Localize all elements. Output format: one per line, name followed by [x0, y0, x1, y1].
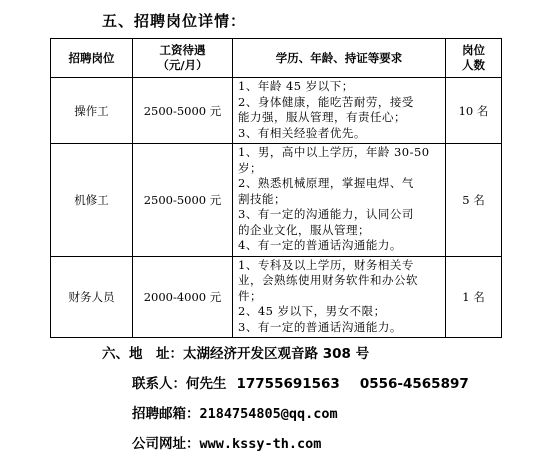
address-value: 太湖经济开发区观音路 308 号: [183, 346, 370, 362]
requirement-line: 1、专科及以上学历，财务相关专: [238, 257, 414, 272]
row-requirements: [233, 144, 446, 257]
requirement-line: 业，会熟练使用财务软件和办公软: [238, 273, 418, 287]
address-line: [102, 342, 369, 362]
table-row: [51, 78, 502, 144]
requirement-line: 能力强，服从管理，有责任心；: [238, 110, 406, 124]
website-label: 公司网址：: [132, 436, 200, 452]
requirement-line: 件；: [238, 288, 262, 303]
row-headcount: 1 名: [446, 256, 502, 338]
email-value[interactable]: 2184754805@qq.com: [199, 406, 338, 422]
requirement-line: 1、年龄 45 岁以下；: [238, 79, 354, 93]
row-headcount: 5 名: [446, 144, 502, 257]
row-salary: 2000-4000 元: [133, 256, 233, 338]
table-header-row: [51, 39, 502, 78]
row-requirements: [233, 78, 446, 144]
contact-mobile: 17755691563: [236, 376, 340, 392]
header-salary-line1: 工资待遇: [159, 43, 206, 57]
requirement-line: 岁；: [238, 160, 262, 175]
row-salary: 2500-5000 元: [133, 144, 233, 257]
website-value[interactable]: www.kssy-th.com: [199, 436, 322, 452]
requirement-line: 2、熟悉机械原理，掌握电焊、气: [238, 176, 414, 190]
row-requirements: [233, 256, 446, 338]
contact-person-name: 何先生: [186, 376, 227, 392]
requirement-line: 3、有一定的普通话沟通能力。: [238, 319, 402, 334]
email-line: [132, 402, 338, 422]
requirement-line: 2、身体健康，能吃苦耐劳，接受: [238, 94, 414, 109]
table-row: [51, 144, 502, 257]
row-position: 操作工: [51, 78, 133, 144]
requirement-line: 割技能；: [238, 191, 286, 206]
row-position: 财务人员: [51, 256, 133, 338]
requirement-line: 3、有相关经验者优先。: [238, 125, 366, 140]
row-position: 机修工: [51, 144, 133, 257]
row-salary: 2500-5000 元: [133, 78, 233, 144]
header-headcount-line2: 人数: [462, 58, 485, 72]
requirement-line: 1、男，高中以上学历，年龄 30-50: [238, 145, 430, 159]
header-salary: [133, 39, 233, 78]
requirement-line: 3、有一定的沟通能力，认同公司: [238, 207, 414, 221]
job-table: [50, 38, 502, 338]
section-title: 五、招聘岗位详情：: [102, 12, 247, 30]
requirement-line: 4、有一定的普通话沟通能力。: [238, 238, 402, 252]
email-label: 招聘邮箱：: [132, 406, 200, 422]
header-position: 招聘岗位: [51, 39, 133, 78]
contact-landline: 0556-4565897: [359, 376, 469, 392]
table-row: [51, 256, 502, 338]
requirement-line: 的企业文化，服从管理；: [238, 222, 370, 237]
row-headcount: 10 名: [446, 78, 502, 144]
header-salary-line2: （元/月）: [157, 58, 208, 72]
contact-person-label: 联系人：: [132, 376, 186, 392]
address-label: 六、地 址：: [102, 346, 183, 362]
header-headcount: [446, 39, 502, 78]
website-line: [132, 432, 321, 452]
contact-person-line: [132, 372, 469, 392]
requirement-line: 2、45 岁以下，男女不限；: [238, 304, 386, 318]
header-requirements: 学历、年龄、持证等要求: [233, 39, 446, 78]
header-headcount-line1: 岗位: [462, 43, 485, 57]
